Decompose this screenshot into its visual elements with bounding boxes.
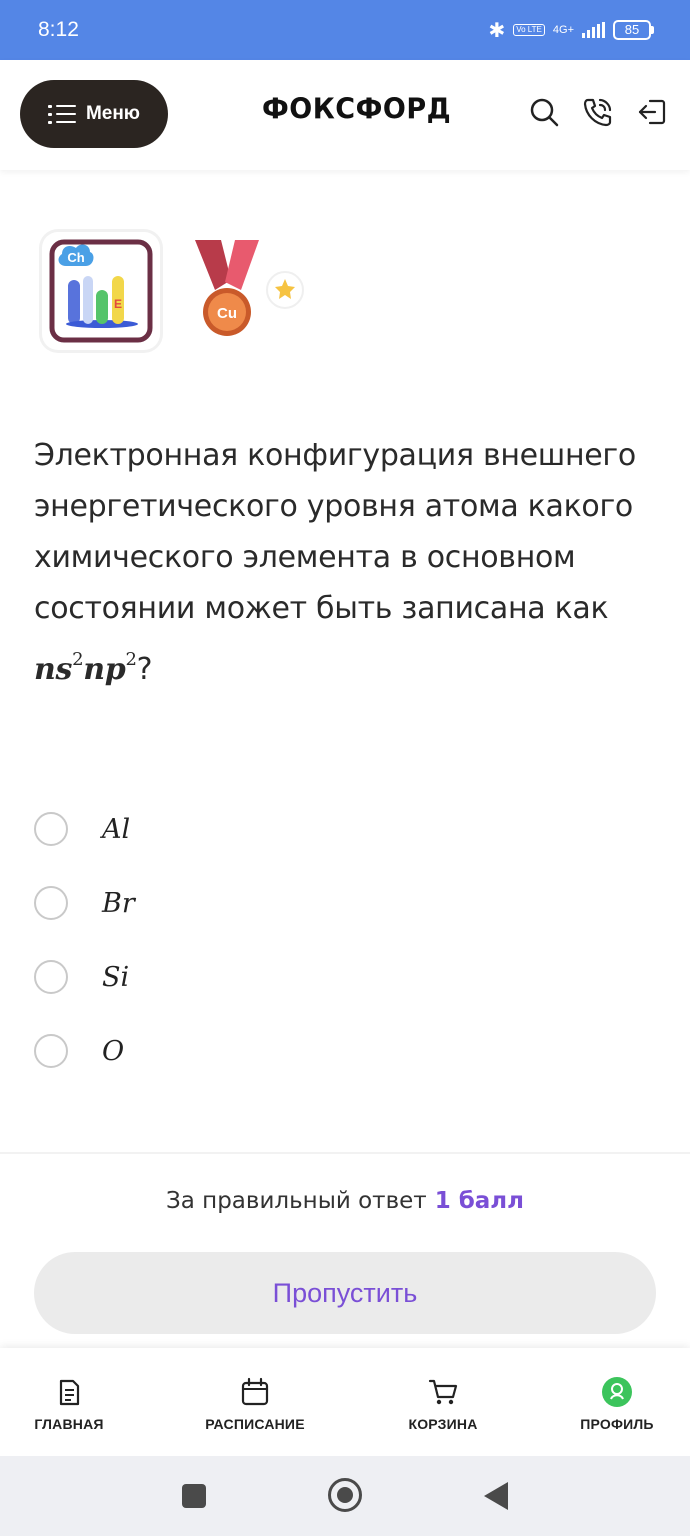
svg-text:Cu: Cu <box>217 305 237 322</box>
medal-badge <box>187 232 317 352</box>
question-mark: ? <box>136 652 153 687</box>
tab-label: ПРОФИЛЬ <box>580 1416 654 1432</box>
skip-button[interactable]: Пропустить <box>34 1252 656 1334</box>
radio-button[interactable] <box>34 1034 68 1068</box>
question-body: Электронная конфигурация внешнего энергетического уровня атома какого химического элемента в основном состоянии может быть записана как <box>34 438 636 626</box>
volte-icon: Vo LTE <box>513 24 545 36</box>
foxford-logo[interactable]: ФОКСФОРД <box>262 93 452 126</box>
chemistry-badge <box>42 232 160 350</box>
score-text: За правильный ответ <box>166 1188 427 1214</box>
bottom-tab-bar <box>0 1348 690 1456</box>
status-icons <box>488 18 654 43</box>
answer-options <box>34 792 634 1088</box>
svg-text:Ch: Ch <box>67 250 85 265</box>
answer-label: Si <box>102 961 130 993</box>
tab-label: КОРЗИНА <box>408 1416 478 1432</box>
menu-label: Меню <box>85 103 141 124</box>
app-header <box>0 60 690 170</box>
battery-icon <box>613 20 654 40</box>
cart-icon <box>427 1376 459 1408</box>
answer-label: Al <box>102 813 131 845</box>
answer-footer <box>0 1152 690 1348</box>
answer-option-o[interactable] <box>34 1014 634 1088</box>
profile-icon <box>601 1376 633 1408</box>
tab-profile[interactable] <box>576 1348 658 1456</box>
status-time: 8:12 <box>38 18 79 41</box>
back-icon[interactable] <box>484 1482 508 1510</box>
home-icon[interactable] <box>328 1478 362 1512</box>
phone-icon[interactable] <box>582 96 614 128</box>
answer-label: Br <box>102 887 135 919</box>
system-nav-bar <box>0 1456 690 1536</box>
score-points: 1 балл <box>434 1188 524 1214</box>
signal-icon <box>582 22 605 38</box>
recent-apps-icon[interactable] <box>182 1484 206 1508</box>
tab-home[interactable] <box>34 1348 104 1456</box>
menu-icon <box>48 105 76 124</box>
electron-formula: $ns^2np^2$ <box>34 649 137 687</box>
radio-button[interactable] <box>34 960 68 994</box>
tab-cart[interactable] <box>402 1348 484 1456</box>
tab-label: РАСПИСАНИЕ <box>205 1416 305 1432</box>
answer-option-br[interactable] <box>34 866 634 940</box>
menu-button[interactable] <box>20 80 168 148</box>
medal-icon <box>187 232 317 352</box>
answer-label: O <box>102 1035 125 1067</box>
answer-option-al[interactable] <box>34 792 634 866</box>
radio-button[interactable] <box>34 812 68 846</box>
answer-option-si[interactable] <box>34 940 634 1014</box>
tab-label: ГЛАВНАЯ <box>34 1416 104 1432</box>
bluetooth-icon: ✱ <box>488 19 506 42</box>
document-icon <box>53 1376 85 1408</box>
score-info <box>0 1188 690 1214</box>
question-text <box>34 430 654 695</box>
radio-button[interactable] <box>34 886 68 920</box>
calendar-icon <box>239 1376 271 1408</box>
battery-level: 85 <box>613 20 651 40</box>
test-tubes-icon <box>42 232 160 350</box>
network-type: 4G+ <box>552 24 574 36</box>
svg-text:E: E <box>113 297 123 311</box>
search-icon[interactable] <box>528 96 560 128</box>
status-bar <box>0 0 690 60</box>
logout-icon[interactable] <box>636 96 668 128</box>
tab-schedule[interactable] <box>200 1348 310 1456</box>
